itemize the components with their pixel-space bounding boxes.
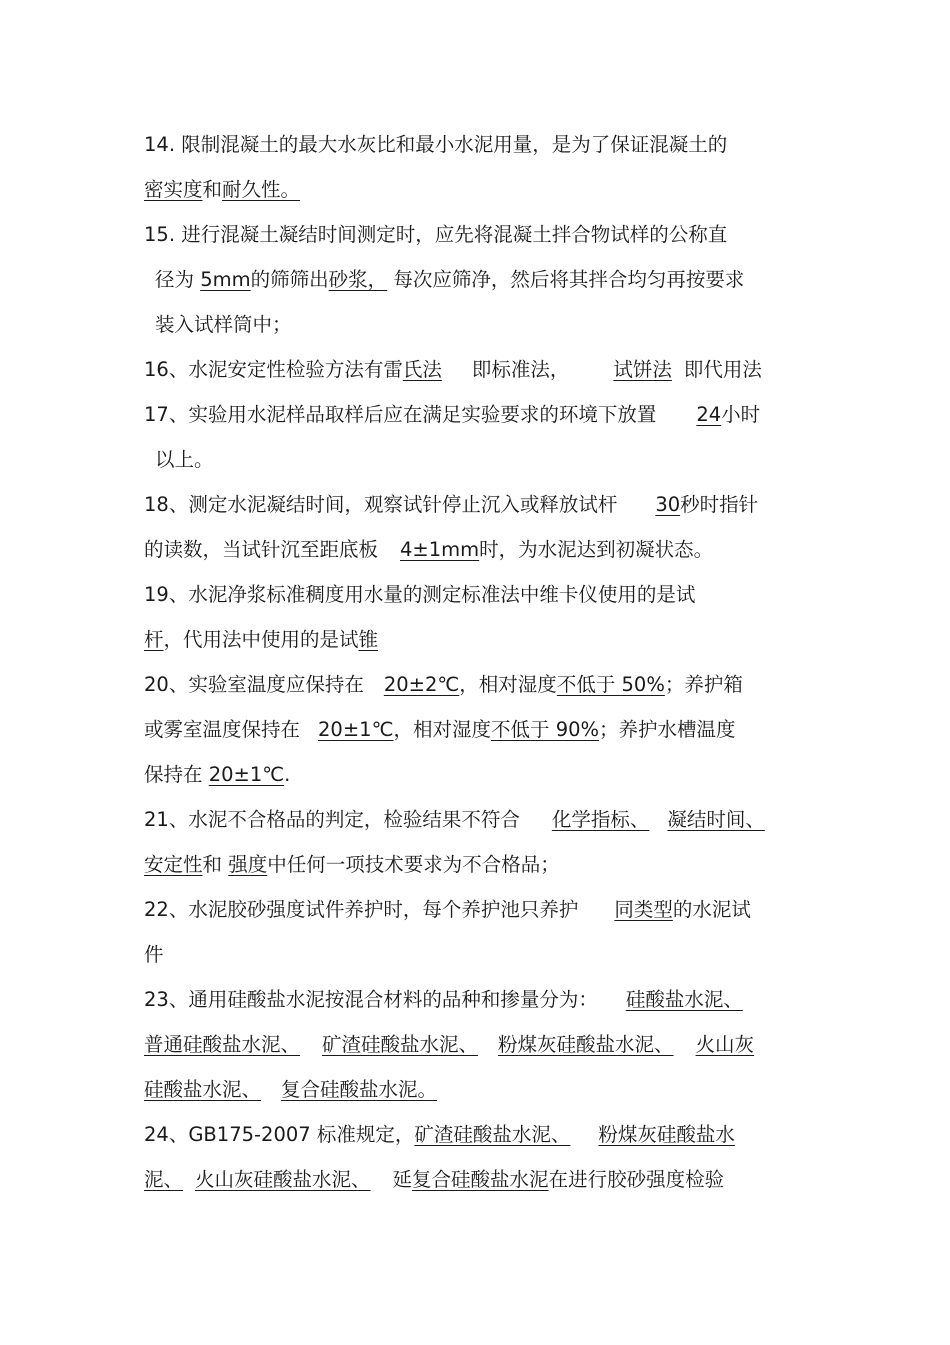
q20-answer-3: 20±1℃ (318, 718, 394, 741)
q22-line-2 (144, 940, 824, 970)
q24-answer-2: 粉煤灰硅酸盐水 (598, 1123, 735, 1146)
q14-answer-2: 耐久性。 (222, 178, 301, 201)
q16-text-2: 即标准法， (471, 358, 570, 381)
q24-line-1 (144, 1120, 824, 1150)
q20-text-7: 保持在 (144, 763, 209, 786)
q23-line-2 (144, 1030, 824, 1060)
q24-text: 24、GB175-2007 标准规定， (144, 1123, 415, 1146)
q23-text: 23、通用硅酸盐水泥按混合材料的品种和掺量分为： (144, 988, 598, 1011)
q18-line-1 (144, 490, 824, 520)
q17-text-2: 小时 (721, 403, 761, 426)
q18-line-2 (144, 535, 824, 565)
q16-answer-2: 试饼法 (613, 358, 672, 381)
q14-answer-1: 密实度 (144, 178, 203, 201)
q24-answer-4: 火山灰硅酸盐水泥、 (195, 1168, 371, 1191)
q24-text-3: 在进行胶砂强度检验 (548, 1168, 725, 1191)
q19-answer-1: 杆 (144, 628, 164, 651)
q17-line-2 (155, 445, 835, 475)
q20-text-5: ，相对湿度 (393, 718, 491, 741)
q22-text: 22、水泥胶砂强度试件养护时，每个养护池只养护 (144, 898, 579, 921)
q18-answer-1: 30 (655, 493, 681, 516)
q16-answer-1: 氏法 (402, 358, 442, 381)
q17-text-3: 以上。 (155, 448, 214, 471)
q15-line-3 (155, 310, 835, 340)
q24-answer-3: 泥、 (144, 1168, 184, 1191)
q14-text: 14. 限制混凝土的最大水灰比和最小水泥用量，是为了保证混凝土的 (144, 133, 728, 156)
q23-answer-3: 矿渣硅酸盐水泥、 (322, 1033, 479, 1056)
q22-text-3: 件 (144, 943, 164, 966)
q20-line-3 (144, 760, 824, 790)
q21-answer-3: 安定性 (144, 853, 203, 876)
q19-text-2: ，代用法中使用的是试 (163, 628, 359, 651)
q19-blank (713, 583, 733, 606)
q24-answer-1: 矿渣硅酸盐水泥、 (414, 1123, 571, 1146)
q17-text: 17、实验用水泥样品取样后应在满足实验要求的环境下放置 (144, 403, 657, 426)
q19-line-1 (144, 580, 824, 610)
q15-text-4: 每次应筛净，然后将其拌合均匀再按要求 (387, 268, 745, 291)
q19-answer-2: 锥 (358, 628, 379, 651)
q20-text-2: ，相对湿度 (459, 673, 557, 696)
q21-answer-1: 化学指标、 (551, 808, 650, 831)
q23-line-3 (144, 1075, 824, 1105)
q22-answer-1: 同类型 (614, 898, 673, 921)
q20-answer-4: 不低于 90% (491, 718, 600, 741)
q21-text-3: 中任何一项技术要求为不合格品； (267, 853, 560, 876)
q24-line-2 (144, 1165, 824, 1195)
q17-line-1 (144, 400, 824, 430)
q21-answer-2: 凝结时间、 (667, 808, 765, 831)
q20-text-8: . (284, 763, 291, 786)
q15-text: 15. 进行混凝土凝结时间测定时，应先将混凝土拌合物试样的公称直 (144, 223, 728, 246)
q23-answer-5: 火山灰 (695, 1033, 755, 1056)
q23-answer-6: 硅酸盐水泥、 (144, 1078, 262, 1101)
q15-answer-2: 砂浆， (328, 268, 388, 291)
q18-text: 18、测定水泥凝结时间，观察试针停止沉入或释放试杆 (144, 493, 618, 516)
q15-text-3: 的筛筛出 (250, 268, 329, 291)
q19-line-2 (144, 625, 824, 655)
q16-text-3: 即代用法 (683, 358, 762, 381)
q23-answer-7: 复合硅酸盐水泥。 (281, 1078, 438, 1101)
q16-line-1 (144, 355, 824, 385)
q17-answer-1: 24 (696, 403, 722, 426)
q20-text: 20、实验室温度应保持在 (144, 673, 364, 696)
q18-answer-2: 4±1mm (400, 538, 480, 561)
q20-text-3: ；养护箱 (664, 673, 743, 696)
q20-answer-1: 20±2℃ (383, 673, 460, 696)
q15-answer-1: 5mm (200, 268, 251, 291)
q23-answer-2: 普通硅酸盐水泥、 (144, 1033, 301, 1056)
q19-text: 19、水泥净浆标准稠度用水量的测定标准法中维卡仪使用的是试 (144, 583, 696, 606)
q21-answer-4: 强度 (228, 853, 268, 876)
q20-text-6: ；养护水槽温度 (599, 718, 736, 741)
q23-answer-4: 粉煤灰硅酸盐水泥、 (498, 1033, 674, 1056)
q15-text-2: 径为 (155, 268, 201, 291)
q20-answer-2: 不低于 50% (556, 673, 665, 696)
q21-text-2: 和 (202, 853, 229, 876)
q15-line-2 (155, 265, 835, 295)
q20-line-1 (144, 670, 824, 700)
q14-line-1 (144, 130, 824, 160)
q23-answer-1: 硅酸盐水泥、 (625, 988, 743, 1011)
q15-text-5: 装入试样筒中； (155, 313, 292, 336)
q14-line-2 (144, 175, 824, 205)
q18-text-3: 的读数，当试针沉至距底板 (144, 538, 379, 561)
q20-line-2 (144, 715, 824, 745)
q22-line-1 (144, 895, 824, 925)
q20-text-4: 或雾室温度保持在 (144, 718, 301, 741)
q22-text-2: 的水泥试 (672, 898, 751, 921)
q24-text-2: 延 (392, 1168, 413, 1191)
q16-text: 16、水泥安定性检验方法有雷 (144, 358, 403, 381)
q24-answer-5: 复合硅酸盐水泥 (412, 1168, 549, 1191)
q20-answer-5: 20±1℃ (208, 763, 285, 786)
q23-line-1 (144, 985, 824, 1015)
q21-text: 21、水泥不合格品的判定，检验结果不符合 (144, 808, 520, 831)
q18-text-4: 时，为水泥达到初凝状态。 (479, 538, 714, 561)
q18-text-2: 秒时指针 (680, 493, 759, 516)
q15-line-1 (144, 220, 824, 250)
q14-text-2: 和 (202, 178, 223, 201)
q21-line-1 (144, 805, 824, 835)
q21-line-2 (144, 850, 824, 880)
